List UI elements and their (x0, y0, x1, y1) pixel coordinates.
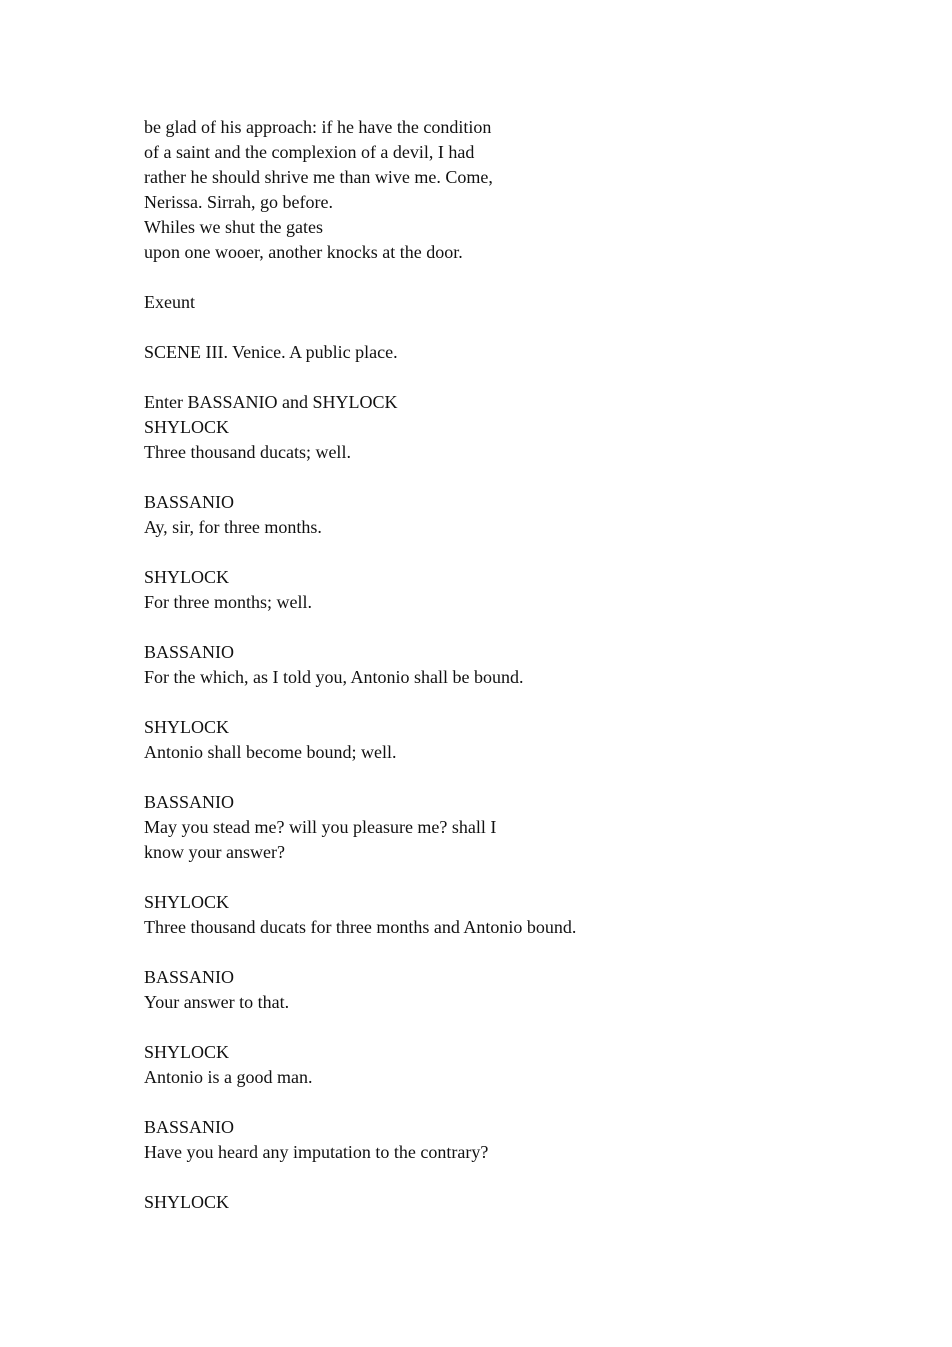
speaker-name: BASSANIO (144, 792, 235, 812)
speech-line: For three months; well. (144, 592, 312, 612)
blank-line (144, 615, 904, 640)
blank-line (144, 1165, 904, 1190)
document-page (144, 115, 904, 1215)
blank-line (144, 690, 904, 715)
speaker-name: BASSANIO (144, 1117, 235, 1137)
stage-direction-exit: Exeunt (144, 292, 195, 312)
speech-line: Your answer to that. (144, 992, 290, 1012)
opening-passage (144, 115, 904, 265)
text-line: Whiles we shut the gates (144, 217, 323, 237)
scene-heading: SCENE III. Venice. A public place. (144, 342, 398, 362)
blank-line (144, 365, 904, 390)
text-line: Nerissa. Sirrah, go before. (144, 192, 333, 212)
speech-line: Ay, sir, for three months. (144, 517, 322, 537)
text-line: rather he should shrive me than wive me. Come, (144, 167, 493, 187)
speech-line: Three thousand ducats for three months and Antonio bound. (144, 917, 577, 937)
speech (144, 890, 904, 940)
speech (144, 790, 904, 865)
stage-direction-entry: Enter BASSANIO and SHYLOCK (144, 392, 398, 412)
speech (144, 1115, 904, 1165)
blank-line (144, 1090, 904, 1115)
speech-line: Three thousand ducats; well. (144, 442, 351, 462)
speech (144, 490, 904, 540)
speech-line: For the which, as I told you, Antonio shall be bound. (144, 667, 524, 687)
blank-line (144, 540, 904, 565)
speaker-name: SHYLOCK (144, 1042, 230, 1062)
speaker-name: BASSANIO (144, 642, 235, 662)
speaker-name: SHYLOCK (144, 892, 230, 912)
speech (144, 965, 904, 1015)
blank-line (144, 1015, 904, 1040)
speaker-name: BASSANIO (144, 967, 235, 987)
blank-line (144, 865, 904, 890)
speech-line: Antonio shall become bound; well. (144, 742, 397, 762)
blank-line (144, 465, 904, 490)
speech-line: May you stead me? will you pleasure me? shall I (144, 817, 497, 837)
speech (144, 1040, 904, 1090)
speech-line: Have you heard any imputation to the contrary? (144, 1142, 489, 1162)
speech (144, 640, 904, 690)
speech (144, 565, 904, 615)
speaker-name: SHYLOCK (144, 1192, 230, 1212)
text-line: of a saint and the complexion of a devil, I had (144, 142, 475, 162)
speaker-name: BASSANIO (144, 492, 235, 512)
speech (144, 1190, 904, 1215)
speaker-name: SHYLOCK (144, 717, 230, 737)
text-line: upon one wooer, another knocks at the door. (144, 242, 463, 262)
text-line: be glad of his approach: if he have the condition (144, 117, 492, 137)
speaker-name: SHYLOCK (144, 567, 230, 587)
speech (144, 715, 904, 765)
blank-line (144, 940, 904, 965)
blank-line (144, 765, 904, 790)
blank-line (144, 265, 904, 290)
speaker-name: SHYLOCK (144, 417, 230, 437)
speech-line: know your answer? (144, 842, 285, 862)
blank-line (144, 315, 904, 340)
speech-line: Antonio is a good man. (144, 1067, 313, 1087)
speech (144, 415, 904, 465)
